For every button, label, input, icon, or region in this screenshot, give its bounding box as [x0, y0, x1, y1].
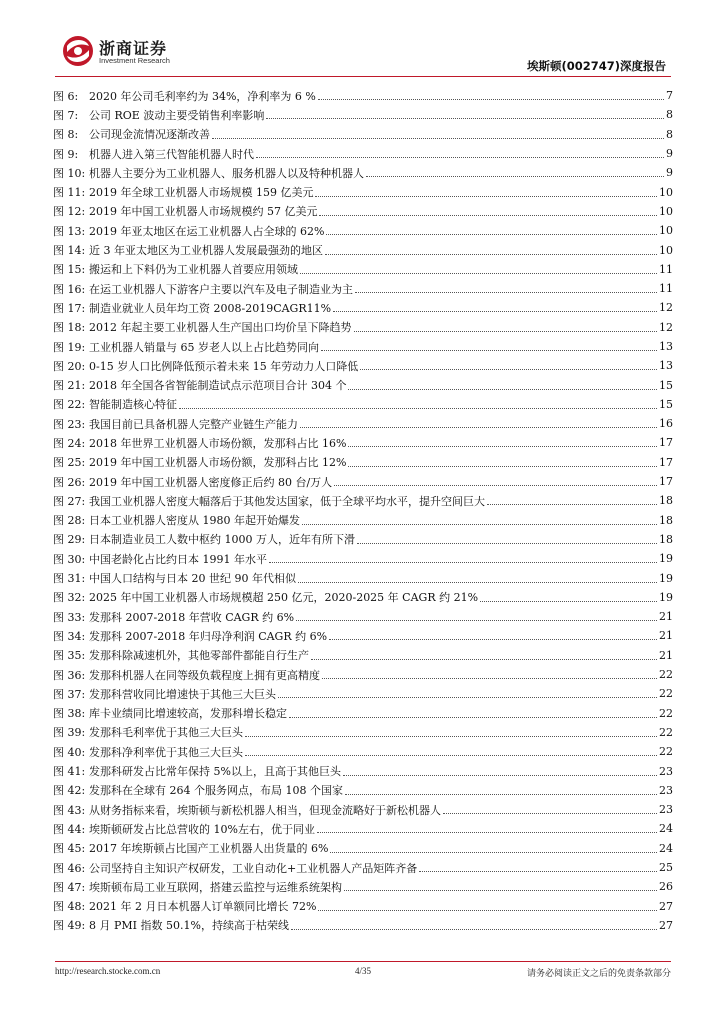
toc-page-number: 10 [659, 185, 673, 199]
toc-entry[interactable] [53, 723, 673, 742]
toc-figure-label: 图 20: [53, 359, 86, 373]
toc-figure-label: 图 13: [53, 224, 86, 238]
toc-entry[interactable] [53, 279, 673, 298]
toc-entry-title: 中国老龄化占比约日本 1991 年水平 [89, 552, 267, 566]
toc-dot-leader [419, 871, 657, 872]
toc-entry-title: 公司坚持自主知识产权研发，工业自动化+工业机器人产品矩阵齐备 [89, 861, 418, 875]
toc-figure-label: 图 40: [53, 745, 86, 759]
toc-dot-leader [443, 813, 657, 814]
toc-entry-title: 2021 年 2 月日本机器人订单额同比增长 72% [89, 900, 317, 914]
toc-dot-leader [329, 639, 657, 640]
toc-figure-label: 图 23: [53, 417, 86, 431]
toc-dot-leader [334, 485, 657, 486]
toc-dot-leader [315, 196, 657, 197]
toc-figure-label: 图 22: [53, 398, 86, 412]
toc-page-number: 23 [659, 803, 673, 817]
toc-entry[interactable] [53, 646, 673, 665]
toc-figure-label: 图 46: [53, 861, 86, 875]
toc-entry-title: 公司 ROE 波动主要受销售利率影响 [89, 108, 265, 122]
toc-entry-title: 2020 年公司毛利率约为 34%，净利率为 6 % [89, 89, 316, 103]
toc-entry-title: 工业机器人销量与 65 岁老人以上占比趋势同向 [89, 340, 319, 354]
toc-page-number: 15 [659, 378, 673, 392]
toc-page-number: 27 [659, 918, 673, 932]
toc-figure-label: 图 11: [53, 186, 86, 200]
toc-entry-title: 日本制造业员工人数中枢约 1000 万人，近年有所下滑 [89, 533, 355, 547]
toc-page-number: 21 [659, 610, 673, 624]
toc-page-number: 22 [659, 668, 673, 682]
toc-dot-leader [317, 832, 657, 833]
toc-page-number: 23 [659, 783, 673, 797]
toc-entry[interactable] [53, 761, 673, 780]
toc-dot-leader [348, 389, 657, 390]
toc-page-number: 11 [659, 262, 673, 276]
toc-figure-label: 图 9: [53, 147, 79, 161]
toc-entry-title: 发那科营收同比增速快于其他三大巨头 [89, 687, 276, 701]
toc-page-number: 22 [659, 687, 673, 701]
brand-subtitle: Investment Research [99, 56, 170, 65]
toc-entry-title: 发那科净利率优于其他三大巨头 [89, 745, 243, 759]
toc-dot-leader [343, 775, 657, 776]
toc-dot-leader [319, 215, 657, 216]
toc-figure-label: 图 33: [53, 610, 86, 624]
toc-figure-label: 图 7: [53, 108, 79, 122]
toc-entry[interactable] [53, 549, 673, 568]
toc-entry[interactable] [53, 202, 673, 221]
toc-entry-title: 埃斯顿研发占比总营收的 10%左右，优于同业 [89, 822, 315, 836]
toc-entry[interactable] [53, 568, 673, 587]
toc-figure-label: 图 6: [53, 89, 79, 103]
toc-entry-title: 2017 年埃斯顿占比国产工业机器人出货量的 6% [89, 842, 329, 856]
figure-table-of-contents [53, 86, 673, 935]
toc-dot-leader [326, 234, 657, 235]
toc-entry-title: 从财务指标来看，埃斯顿与新松机器人相当，但现金流略好于新松机器人 [89, 803, 441, 817]
toc-figure-label: 图 12: [53, 205, 86, 219]
toc-entry-title: 搬运和上下料仍为工业机器人首要应用领域 [89, 263, 298, 277]
toc-entry-title: 2018 年全国各省智能制造试点示范项目合计 304 个 [89, 379, 347, 393]
toc-entry-title: 我国目前已具备机器人完整产业链生产能力 [89, 417, 298, 431]
toc-page-number: 27 [659, 899, 673, 913]
toc-page-number: 10 [659, 243, 673, 257]
toc-entry-title: 机器人进入第三代智能机器人时代 [89, 147, 254, 161]
toc-dot-leader [354, 331, 658, 332]
toc-entry[interactable] [53, 684, 673, 703]
toc-entry[interactable] [53, 626, 673, 645]
toc-page-number: 10 [659, 204, 673, 218]
toc-page-number: 17 [659, 475, 673, 489]
toc-entry[interactable] [53, 221, 673, 240]
toc-figure-label: 图 34: [53, 629, 86, 643]
toc-dot-leader [266, 118, 664, 119]
toc-dot-leader [300, 427, 657, 428]
toc-entry-title: 2018 年世界工业机器人市场份额，发那科占比 16% [89, 436, 347, 450]
toc-entry-title: 发那科毛利率优于其他三大巨头 [89, 726, 243, 740]
toc-figure-label: 图 19: [53, 340, 86, 354]
toc-page-number: 22 [659, 725, 673, 739]
zheshang-logo-icon [60, 34, 96, 68]
toc-page-number: 17 [659, 436, 673, 450]
toc-figure-label: 图 28: [53, 514, 86, 528]
toc-figure-label: 图 24: [53, 436, 86, 450]
toc-page-number: 9 [666, 147, 673, 161]
toc-entry-title: 发那科在全球有 264 个服务网点，布局 108 个国家 [89, 784, 343, 798]
toc-page-number: 13 [659, 340, 673, 353]
toc-dot-leader [302, 524, 657, 525]
toc-entry-title: 2019 年全球工业机器人市场规模 159 亿美元 [89, 186, 314, 200]
toc-entry[interactable] [53, 511, 673, 530]
toc-dot-leader [345, 794, 657, 795]
toc-dot-leader [300, 273, 657, 274]
toc-figure-label: 图 42: [53, 784, 86, 798]
toc-dot-leader [179, 408, 657, 409]
toc-page-number: 12 [659, 320, 673, 334]
toc-page-number: 25 [659, 861, 673, 875]
toc-dot-leader [357, 543, 657, 544]
toc-page-number: 8 [666, 108, 673, 122]
toc-figure-label: 图 29: [53, 533, 86, 547]
toc-page-number: 21 [659, 648, 673, 662]
toc-dot-leader [212, 138, 664, 139]
toc-page-number: 24 [659, 822, 673, 836]
toc-page-number: 11 [659, 282, 673, 296]
footer-divider [55, 961, 671, 962]
toc-dot-leader [344, 890, 657, 891]
toc-dot-leader [269, 562, 657, 563]
toc-dot-leader [322, 678, 657, 679]
toc-entry[interactable] [53, 298, 673, 317]
toc-page-number: 18 [659, 494, 673, 508]
toc-entry-title: 2019 年中国工业机器人市场份额，发那科占比 12% [89, 456, 347, 470]
toc-figure-label: 图 37: [53, 687, 86, 701]
toc-page-number: 18 [659, 532, 673, 546]
toc-dot-leader [330, 852, 657, 853]
toc-entry[interactable] [53, 395, 673, 414]
toc-entry[interactable] [53, 144, 673, 163]
toc-entry[interactable] [53, 858, 673, 877]
toc-entry[interactable] [53, 356, 673, 375]
toc-entry-title: 发那科 2007-2018 年归母净利润 CAGR 约 6% [89, 629, 328, 643]
toc-figure-label: 图 38: [53, 707, 86, 721]
report-title: 埃斯顿(002747)深度报告 [526, 59, 666, 73]
toc-entry[interactable] [53, 337, 673, 356]
toc-figure-label: 图 31: [53, 572, 86, 586]
toc-entry[interactable] [53, 704, 673, 723]
toc-dot-leader [256, 157, 664, 158]
toc-dot-leader [298, 582, 657, 583]
toc-page-number: 24 [659, 841, 673, 855]
toc-figure-label: 图 35: [53, 649, 86, 663]
toc-page-number: 26 [659, 880, 673, 894]
toc-figure-label: 图 14: [53, 244, 86, 258]
toc-dot-leader [311, 659, 657, 660]
toc-figure-label: 图 26: [53, 475, 86, 489]
toc-dot-leader [348, 446, 657, 447]
toc-figure-label: 图 43: [53, 803, 86, 817]
toc-entry[interactable] [53, 375, 673, 394]
toc-figure-label: 图 36: [53, 668, 86, 682]
toc-page-number: 18 [659, 513, 673, 527]
toc-dot-leader [325, 254, 657, 255]
toc-entry-title: 发那科除减速机外，其他零部件都能自行生产 [89, 649, 309, 663]
toc-dot-leader [318, 910, 657, 911]
toc-dot-leader [333, 311, 657, 312]
toc-entry[interactable] [53, 607, 673, 626]
toc-entry-title: 2019 年亚太地区在运工业机器人占全球的 62% [89, 224, 325, 238]
toc-entry-title: 机器人主要分为工业机器人、服务机器人以及特种机器人 [89, 166, 364, 180]
toc-figure-label: 图 41: [53, 765, 86, 779]
toc-entry[interactable] [53, 916, 673, 935]
toc-entry-title: 8 月 PMI 指数 50.1%，持续高于枯荣线 [89, 919, 289, 933]
toc-entry-title: 库卡业绩同比增速较高，发那科增长稳定 [89, 707, 287, 721]
toc-page-number: 16 [659, 417, 673, 431]
toc-entry-title: 我国工业机器人密度大幅落后于其他发达国家，低于全球平均水平，提升空间巨大 [89, 494, 485, 508]
toc-entry[interactable] [53, 86, 673, 105]
toc-figure-label: 图 39: [53, 726, 86, 740]
toc-figure-label: 图 49: [53, 919, 86, 933]
header-divider [55, 76, 671, 77]
toc-dot-leader [348, 466, 657, 467]
toc-entry[interactable] [53, 105, 673, 124]
toc-dot-leader [291, 929, 657, 930]
toc-page-number: 19 [659, 571, 673, 585]
page-number: 4/35 [355, 966, 372, 976]
toc-figure-label: 图 48: [53, 900, 86, 914]
toc-entry[interactable] [53, 163, 673, 182]
toc-entry-title: 2025 年中国工业机器人市场规模超 250 亿元，2020-2025 年 CAGR 约 21% [89, 591, 479, 605]
toc-figure-label: 图 44: [53, 822, 86, 836]
toc-entry-title: 中国人口结构与日本 20 世纪 90 年代相似 [89, 572, 296, 586]
toc-page-number: 12 [659, 301, 673, 315]
toc-entry[interactable] [53, 588, 673, 607]
toc-dot-leader [289, 717, 657, 718]
toc-page-number: 19 [659, 590, 673, 604]
toc-dot-leader [355, 292, 657, 293]
toc-entry[interactable] [53, 260, 673, 279]
toc-page-number: 22 [659, 706, 673, 720]
toc-dot-leader [321, 350, 657, 351]
toc-figure-label: 图 32: [53, 591, 86, 605]
toc-entry[interactable] [53, 240, 673, 259]
page-header [0, 0, 724, 80]
toc-dot-leader [366, 176, 664, 177]
toc-entry[interactable] [53, 491, 673, 510]
toc-figure-label: 图 10: [53, 166, 86, 180]
toc-entry-title: 埃斯顿布局工业互联网，搭建云监控与运维系统架构 [89, 880, 342, 894]
toc-entry[interactable] [53, 414, 673, 433]
toc-dot-leader [487, 504, 657, 505]
toc-dot-leader [245, 755, 657, 756]
toc-figure-label: 图 16: [53, 282, 86, 296]
toc-page-number: 10 [659, 224, 673, 238]
toc-entry[interactable] [53, 318, 673, 337]
toc-page-number: 23 [659, 764, 673, 778]
toc-entry[interactable] [53, 125, 673, 144]
toc-page-number: 9 [666, 166, 673, 180]
toc-figure-label: 图 45: [53, 842, 86, 856]
toc-entry-title: 2019 年中国工业机器人密度修正后约 80 台/万人 [89, 475, 333, 489]
toc-entry[interactable] [53, 453, 673, 472]
toc-entry[interactable] [53, 742, 673, 761]
toc-entry[interactable] [53, 665, 673, 684]
toc-figure-label: 图 18: [53, 321, 86, 335]
toc-entry[interactable] [53, 877, 673, 896]
toc-figure-label: 图 27: [53, 494, 86, 508]
toc-figure-label: 图 25: [53, 456, 86, 470]
toc-entry-title: 近 3 年亚太地区为工业机器人发展最强劲的地区 [89, 244, 323, 258]
toc-dot-leader [296, 620, 657, 621]
toc-entry-title: 智能制造核心特征 [89, 398, 177, 412]
toc-dot-leader [278, 697, 657, 698]
toc-page-number: 15 [659, 397, 673, 411]
toc-page-number: 13 [659, 359, 673, 373]
toc-figure-label: 图 30: [53, 552, 86, 566]
toc-figure-label: 图 8: [53, 128, 79, 142]
toc-entry-title: 2019 年中国工业机器人市场规模约 57 亿美元 [89, 205, 318, 219]
toc-page-number: 17 [659, 455, 673, 469]
toc-entry-title: 制造业就业人员年均工资 2008-2019CAGR11% [89, 301, 332, 315]
toc-entry[interactable] [53, 839, 673, 858]
toc-page-number: 21 [659, 629, 673, 643]
toc-entry-title: 发那科 2007-2018 年营收 CAGR 约 6% [89, 610, 295, 624]
toc-entry-title: 日本工业机器人密度从 1980 年起开始爆发 [89, 514, 300, 528]
toc-entry[interactable] [53, 182, 673, 201]
toc-entry-title: 发那科机器人在同等级负载程度上拥有更高精度 [89, 668, 320, 682]
toc-figure-label: 图 47: [53, 880, 86, 894]
brand-name: 浙商证券 [99, 39, 168, 58]
toc-entry-title: 0-15 岁人口比例降低预示着未来 15 年劳动力人口降低 [89, 359, 359, 373]
toc-page-number: 7 [666, 89, 673, 103]
toc-entry[interactable] [53, 472, 673, 491]
toc-page-number: 19 [659, 552, 673, 566]
toc-dot-leader [360, 369, 657, 370]
toc-entry[interactable] [53, 896, 673, 915]
toc-page-number: 8 [666, 127, 673, 141]
toc-entry[interactable] [53, 530, 673, 549]
toc-dot-leader [480, 601, 657, 602]
toc-dot-leader [318, 99, 664, 100]
toc-page-number: 22 [659, 745, 673, 759]
toc-entry-title: 2012 年起主要工业机器人生产国出口均价呈下降趋势 [89, 321, 352, 335]
toc-figure-label: 图 17: [53, 301, 86, 315]
toc-dot-leader [245, 736, 657, 737]
footer-url-link[interactable]: http://research.stocke.com.cn [55, 966, 161, 976]
footer-disclaimer: 请务必阅读正文之后的免责条款部分 [526, 969, 671, 979]
toc-entry[interactable] [53, 819, 673, 838]
toc-entry[interactable] [53, 781, 673, 800]
toc-entry-title: 在运工业机器人下游客户主要以汽车及电子制造业为主 [89, 282, 353, 296]
toc-entry[interactable] [53, 433, 673, 452]
toc-figure-label: 图 15: [53, 263, 86, 277]
toc-entry-title: 公司现金流情况逐渐改善 [89, 128, 210, 142]
toc-figure-label: 图 21: [53, 379, 86, 393]
toc-entry-title: 发那科研发占比常年保持 5%以上，且高于其他巨头 [89, 765, 341, 779]
toc-entry[interactable] [53, 800, 673, 819]
